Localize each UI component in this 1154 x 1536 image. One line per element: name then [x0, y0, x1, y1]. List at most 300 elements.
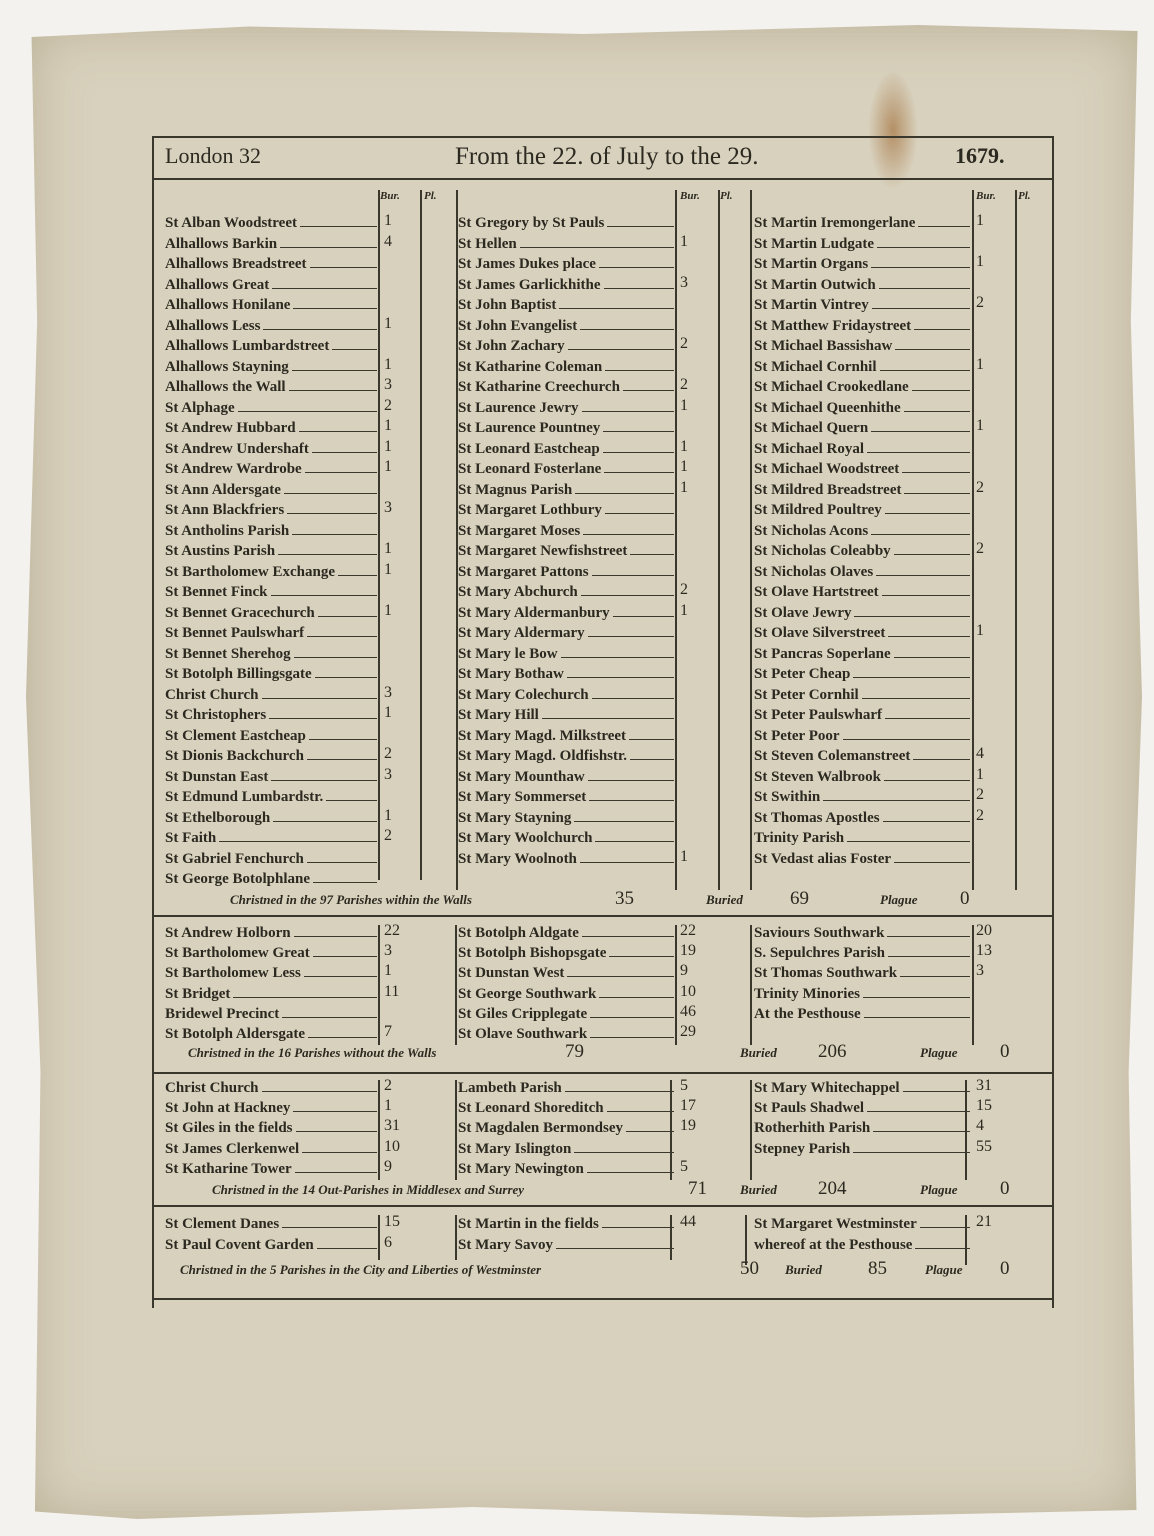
column-rule — [378, 1080, 380, 1180]
parish-name-wrap — [165, 625, 379, 642]
parish-name-wrap — [165, 461, 379, 478]
parish-row — [458, 458, 688, 478]
parish-name-wrap — [754, 379, 972, 396]
parish-name-wrap — [458, 789, 676, 806]
burials-count: 1 — [384, 1097, 392, 1115]
plague-label: Plague — [880, 892, 918, 907]
leader-line — [883, 810, 970, 822]
parish-name-wrap — [458, 584, 676, 601]
burials-count: 2 — [680, 335, 688, 352]
parish-name: S. Sepulchres Parish — [754, 945, 885, 962]
parish-name: St Martin Ludgate — [754, 235, 874, 252]
leader-line — [863, 986, 970, 998]
burials-count: 1 — [384, 704, 392, 721]
parish-name: St Magdalen Bermondsey — [458, 1120, 623, 1137]
parish-name-wrap — [165, 1026, 379, 1043]
parish-name: St Mary Islington — [458, 1140, 572, 1157]
leader-line — [903, 1080, 970, 1092]
parish-row — [754, 827, 972, 847]
parish-name: St Andrew Holborn — [165, 925, 291, 941]
parish-row — [754, 602, 972, 622]
parish-name-wrap — [458, 769, 676, 786]
parish-name-wrap — [165, 769, 379, 786]
parish-row — [754, 1077, 992, 1097]
leader-line — [914, 318, 970, 330]
parish-name-wrap — [754, 1141, 972, 1158]
leader-line — [587, 1161, 674, 1173]
parish-row — [754, 1234, 972, 1254]
leader-line — [567, 965, 674, 977]
column-rule — [750, 925, 752, 1045]
parish-name-wrap — [165, 215, 379, 232]
parish-name-wrap — [458, 236, 676, 253]
parish-name-wrap — [458, 687, 676, 704]
leader-line — [613, 605, 674, 617]
leader-line — [887, 925, 970, 937]
christned-label: Christned in the 14 Out-Parishes in Middlesex and Surrey — [212, 1182, 525, 1197]
parish-name-wrap — [754, 1006, 972, 1023]
burials-count: 7 — [384, 1023, 392, 1040]
plague-label: Plague — [920, 1182, 958, 1197]
leader-line — [282, 1006, 377, 1018]
parish-name: St Mary Bothaw — [458, 666, 564, 682]
parish-name-wrap — [165, 297, 379, 314]
parish-name: St Mary Mounthaw — [458, 768, 585, 785]
parish-name: St Leonard Eastcheap — [458, 440, 600, 457]
parish-row — [754, 786, 984, 806]
buried-label: Buried — [706, 892, 743, 907]
parish-name-wrap — [458, 400, 676, 417]
burials-count: 55 — [976, 1137, 992, 1155]
parish-name: St Steven Colemanstreet — [754, 748, 911, 764]
parish-row — [754, 848, 972, 868]
parish-name: St Bartholomew Exchange — [165, 563, 335, 580]
parish-name-wrap — [754, 1216, 972, 1233]
leader-line — [317, 1237, 377, 1249]
parish-name: At the Pesthouse — [754, 1005, 861, 1022]
leader-line — [894, 646, 970, 658]
christned-label: Christned in the 97 Parishes within the Walls — [230, 892, 472, 907]
christned-total: 35 — [615, 888, 634, 909]
parish-name-wrap — [458, 605, 676, 622]
leader-line — [864, 1006, 970, 1018]
parish-name: St Vedast alias Foster — [754, 850, 892, 867]
parish-row — [458, 1213, 696, 1233]
parish-row — [165, 725, 379, 745]
parish-name: St Mary Magd. Oldfishstr. — [458, 748, 628, 764]
parish-name: St Botolph Aldgate — [458, 925, 579, 941]
buried-total: 69 — [790, 888, 809, 909]
parish-row — [165, 355, 392, 376]
parish-name-wrap — [165, 256, 379, 273]
parish-name: St Michael Woodstreet — [754, 461, 900, 477]
leader-line — [888, 625, 970, 637]
leader-line — [332, 338, 377, 350]
parish-name: St James Garlickhithe — [458, 276, 601, 293]
leader-line — [565, 1080, 674, 1092]
parish-name-wrap — [165, 871, 379, 888]
parish-name: St Mary Newington — [458, 1160, 584, 1177]
parish-name: St Bennet Finck — [165, 584, 268, 600]
leader-line — [604, 277, 675, 289]
column-rule — [670, 1080, 672, 1180]
parish-row — [165, 1233, 392, 1254]
parish-row — [165, 1137, 400, 1158]
leader-line — [872, 297, 970, 309]
parish-name: St Olave Jewry — [754, 604, 852, 621]
leader-line — [313, 871, 377, 883]
parish-row — [165, 232, 392, 253]
burials-count: 4 — [384, 232, 392, 250]
parish-name: St Michael Queenhithe — [754, 399, 901, 416]
parish-name-wrap — [754, 748, 972, 765]
burials-count: 19 — [680, 942, 696, 960]
parish-row — [458, 766, 676, 786]
leader-line — [589, 789, 674, 801]
parish-name-wrap — [165, 543, 379, 560]
column-rule — [420, 190, 422, 880]
parish-row — [754, 962, 984, 982]
parish-name: St Andrew Wardrobe — [165, 461, 302, 477]
parish-row — [165, 848, 379, 868]
parish-name-wrap — [458, 297, 676, 314]
parish-row — [458, 922, 696, 942]
burials-count: 5 — [680, 1077, 688, 1094]
parish-name-wrap — [754, 256, 972, 273]
leader-line — [918, 215, 970, 227]
parish-name-wrap — [458, 482, 676, 499]
leader-line — [884, 769, 970, 781]
parish-name: St Katharine Tower — [165, 1160, 292, 1177]
parish-row — [754, 622, 984, 642]
parish-row — [458, 704, 676, 724]
burials-count: 1 — [384, 458, 392, 475]
burials-count: 10 — [680, 982, 696, 1000]
leader-line — [599, 256, 674, 268]
column-rule — [750, 1080, 752, 1180]
parish-name: St Thomas Apostles — [754, 809, 880, 826]
leader-line — [262, 1080, 378, 1092]
leader-line — [307, 851, 377, 863]
parish-row — [458, 294, 676, 314]
parish-row — [165, 601, 392, 622]
parish-row — [754, 643, 972, 663]
parish-name: St Margaret Newfishstreet — [458, 543, 628, 559]
parish-row — [754, 745, 984, 765]
parish-name: St Mildred Poultrey — [754, 502, 882, 518]
parish-name-wrap — [754, 810, 972, 827]
parish-row — [754, 478, 984, 499]
parish-name: Christ Church — [165, 1080, 259, 1096]
parish-name: Alhallows the Wall — [165, 379, 286, 395]
parish-row — [165, 942, 392, 962]
parish-row — [165, 437, 392, 458]
parish-name: St Nicholas Olaves — [754, 563, 874, 580]
parish-name-wrap — [458, 625, 676, 642]
burials-count: 21 — [976, 1213, 992, 1230]
parish-row — [458, 376, 688, 396]
parish-name: St Edmund Lumbardstr. — [165, 789, 324, 805]
leader-line — [575, 482, 674, 494]
leader-line — [609, 945, 674, 957]
parish-name-wrap — [458, 502, 676, 519]
burials-count: 9 — [384, 1157, 392, 1175]
parish-name: St Ann Aldersgate — [165, 481, 281, 498]
parish-name: St Olave Southwark — [458, 1026, 588, 1042]
leader-line — [305, 461, 377, 473]
leader-line — [263, 318, 377, 330]
leader-line — [867, 1100, 970, 1112]
parish-row — [458, 1023, 696, 1043]
leader-line — [278, 543, 377, 555]
parish-row — [754, 438, 972, 458]
parish-name: St Dunstan East — [165, 768, 269, 785]
burials-count: 6 — [384, 1233, 392, 1251]
parish-name: Rotherhith Parish — [754, 1120, 871, 1137]
parish-row — [165, 622, 379, 642]
parish-row — [754, 806, 984, 827]
burials-count: 1 — [680, 396, 688, 414]
parish-name-wrap — [165, 379, 379, 396]
parish-row — [165, 868, 379, 888]
parish-name: St Mary Whitechappel — [754, 1080, 900, 1096]
parish-name-wrap — [754, 584, 972, 601]
parish-name: Alhallows Honilane — [165, 297, 291, 313]
parish-name-wrap — [754, 666, 972, 683]
parish-name: St Mary Sommerset — [458, 789, 587, 805]
parish-row — [754, 704, 972, 724]
burials-count: 1 — [384, 601, 392, 619]
parish-name-wrap — [754, 461, 972, 478]
burials-count: 1 — [680, 601, 688, 619]
parish-name-wrap — [458, 1100, 676, 1117]
pl-label: Pl. — [720, 190, 733, 202]
parish-row — [165, 962, 392, 982]
burials-count: 1 — [976, 253, 984, 270]
parish-name-wrap — [754, 1120, 972, 1137]
parish-name-wrap — [754, 851, 972, 868]
parish-row — [458, 745, 676, 765]
leader-line — [580, 851, 674, 863]
parish-row — [458, 273, 688, 294]
leader-line — [588, 769, 674, 781]
parish-row — [458, 232, 688, 253]
parish-name: St Olave Silverstreet — [754, 625, 886, 641]
parish-name-wrap — [165, 420, 379, 437]
bill-header — [165, 143, 1025, 173]
parish-row — [165, 827, 392, 847]
parish-row — [754, 294, 984, 314]
section-rule — [152, 1072, 1052, 1074]
buried-label: Buried — [785, 1262, 822, 1277]
parish-name: St Martin Organs — [754, 256, 869, 272]
parish-name: St Mary le Bow — [458, 645, 558, 662]
parish-name: St Austins Parish — [165, 543, 276, 559]
leader-line — [913, 748, 970, 760]
leader-line — [607, 1100, 674, 1112]
parish-name-wrap — [165, 236, 379, 253]
parish-name-wrap — [165, 1120, 379, 1137]
parish-row — [754, 922, 992, 942]
leader-line — [318, 605, 377, 617]
parish-name-wrap — [458, 1216, 676, 1233]
parish-name-wrap — [165, 441, 379, 458]
parish-row — [165, 982, 400, 1003]
parish-row — [754, 212, 984, 232]
leader-line — [871, 523, 970, 535]
parish-row — [754, 458, 972, 478]
parish-name: St Bartholomew Less — [165, 965, 301, 982]
leader-line — [289, 379, 377, 391]
parish-name: St Ethelborough — [165, 809, 271, 826]
parish-name-wrap — [165, 707, 379, 724]
burials-count: 31 — [976, 1077, 992, 1094]
parish-name-wrap — [458, 965, 676, 982]
parish-name-wrap — [165, 945, 379, 962]
burials-count: 1 — [680, 437, 688, 455]
parish-row — [458, 1234, 676, 1254]
leader-line — [300, 215, 377, 227]
leader-line — [262, 687, 378, 699]
leader-line — [238, 400, 377, 412]
parish-row — [165, 499, 392, 519]
parish-name-wrap — [165, 986, 379, 1003]
leader-line — [603, 420, 674, 432]
parish-row — [165, 520, 379, 540]
burials-count: 1 — [384, 540, 392, 557]
column-rule — [675, 925, 677, 1045]
leader-line — [304, 965, 377, 977]
parish-name-wrap — [458, 215, 676, 232]
leader-line — [520, 236, 674, 248]
parish-name-wrap — [458, 986, 676, 1003]
parish-name: St Michael Quern — [754, 420, 869, 436]
leader-line — [556, 1237, 674, 1249]
leader-line — [590, 1006, 674, 1018]
parish-name: St Hellen — [458, 235, 517, 252]
parish-name: St Katharine Creechurch — [458, 379, 620, 395]
leader-line — [293, 1100, 377, 1112]
parish-name: St Peter Poor — [754, 727, 840, 744]
leader-line — [292, 359, 377, 371]
parish-row — [165, 1157, 392, 1178]
leader-line — [309, 728, 377, 740]
parish-row — [754, 1003, 972, 1023]
parish-name-wrap — [754, 789, 972, 806]
parish-name-wrap — [458, 748, 676, 765]
parish-name-wrap — [458, 646, 676, 663]
parish-row — [458, 520, 676, 540]
leader-line — [599, 986, 674, 998]
parish-name-wrap — [458, 277, 676, 294]
parish-name: St Bennet Sherehog — [165, 645, 291, 662]
parish-row — [458, 396, 688, 417]
parish-name-wrap — [754, 945, 972, 962]
burials-count: 29 — [680, 1023, 696, 1040]
leader-line — [626, 1120, 674, 1132]
parish-name-wrap — [754, 1080, 972, 1097]
parish-name: St Mary Colechurch — [458, 686, 589, 703]
burials-count: 1 — [680, 478, 688, 496]
parish-name-wrap — [754, 523, 972, 540]
parish-row — [165, 643, 379, 663]
leader-line — [338, 564, 377, 576]
parish-name: St Bennet Gracechurch — [165, 604, 315, 621]
parish-name: St James Clerkenwel — [165, 1140, 300, 1157]
leader-line — [823, 789, 970, 801]
leader-line — [294, 925, 377, 937]
parish-name: St Laurence Jewry — [458, 399, 579, 416]
section-rule — [152, 1205, 1052, 1207]
parish-name: St John Evangelist — [458, 317, 578, 334]
parish-row — [165, 335, 379, 355]
burials-count: 2 — [976, 786, 984, 803]
parish-name-wrap — [165, 564, 379, 581]
burials-count: 46 — [680, 1002, 696, 1020]
parish-name: St Steven Walbrook — [754, 768, 881, 785]
leader-line — [880, 359, 971, 371]
column-rule — [750, 190, 752, 890]
parish-name: St Mary Hill — [458, 707, 539, 723]
parish-name: St Christophers — [165, 707, 267, 723]
burials-count: 22 — [680, 922, 696, 939]
parish-row — [754, 355, 984, 376]
parish-name-wrap — [754, 359, 972, 376]
leader-line — [272, 277, 377, 289]
pl-label: Pl. — [1018, 190, 1031, 202]
burials-count: 19 — [680, 1117, 696, 1135]
parish-row — [458, 847, 688, 868]
parish-row — [165, 1213, 400, 1233]
parish-row — [165, 1097, 392, 1117]
column-rule — [455, 1215, 457, 1260]
parish-name-wrap — [165, 687, 379, 704]
plague-label: Plague — [925, 1262, 963, 1277]
parish-row — [458, 1002, 696, 1023]
leader-line — [302, 1141, 377, 1153]
parish-name-wrap — [458, 945, 676, 962]
parish-name: St Mary Savoy — [458, 1236, 553, 1253]
parish-name-wrap — [754, 1237, 972, 1254]
parish-name-wrap — [754, 646, 972, 663]
parish-row — [458, 1138, 676, 1158]
parish-name: St James Dukes place — [458, 256, 596, 272]
parish-row — [754, 663, 972, 683]
leader-line — [623, 379, 674, 391]
parish-row — [165, 663, 379, 683]
column-rule — [1015, 190, 1017, 890]
parish-row — [458, 1097, 696, 1117]
burials-count: 3 — [680, 273, 688, 291]
leader-line — [605, 502, 674, 514]
parish-row — [754, 520, 972, 540]
parish-row — [165, 704, 392, 724]
parish-name-wrap — [165, 965, 379, 982]
parish-row — [458, 581, 688, 601]
burials-count: 1 — [384, 212, 392, 229]
parish-name: whereof at the Pesthouse — [754, 1236, 913, 1253]
burials-count: 9 — [680, 962, 688, 980]
parish-name-wrap — [165, 646, 379, 663]
burials-count: 1 — [976, 622, 984, 639]
parish-name-wrap — [754, 564, 972, 581]
parish-name-wrap — [165, 1100, 379, 1117]
parish-name-wrap — [165, 830, 379, 847]
column-rule — [972, 190, 974, 890]
leader-line — [294, 646, 377, 658]
parish-name: St Martin in the fields — [458, 1216, 599, 1232]
leader-line — [894, 851, 970, 863]
